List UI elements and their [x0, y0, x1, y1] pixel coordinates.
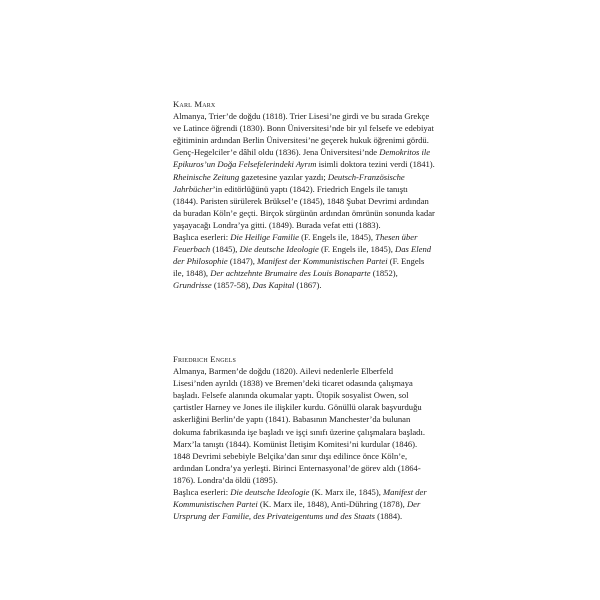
- text-run: isimli doktora tezini verdi (1841).: [316, 159, 435, 170]
- italic-title: Manifest der Kommunistischen Partei: [173, 487, 427, 510]
- text-run: (1857-58),: [211, 280, 253, 291]
- text-run: gazetesine yazılar yazdı;: [239, 171, 328, 182]
- italic-title: Die deutsche Ideologie: [239, 244, 319, 255]
- italic-title: Thesen über Feuerbach: [173, 232, 418, 255]
- entry-name: Karl Marx: [173, 99, 216, 109]
- italic-title: Der Ursprung der Familie, des Privateigentums und des Staats: [173, 499, 421, 522]
- italic-title: Manifest der Kommunistischen Partei: [257, 256, 388, 267]
- italic-title: Die deutsche Ideologie: [230, 487, 310, 498]
- works-list: [173, 231, 435, 291]
- text-run: (F. Engels ile, 1845),: [318, 244, 395, 255]
- works-list: [173, 486, 435, 522]
- italic-title: Deutsch-Französische Jahrbücher: [173, 171, 405, 194]
- text-run: (1845),: [210, 244, 240, 255]
- text-run: Almanya, Barmen’de doğdu (1820). Ailevi nedenlerle Elberfeld Lisesi’nden ayrıldı (1838) ve Bremen’deki ticaret odasında çalışmaya başladı. Felsefe alanında okumalar yaptı. Ütopik sosyalist Owen, sol çartistler Harney ve Jones ile ilişkiler kurdu. Gönüllü olarak başvurduğu askerliğini Berlin’de yaptı (1841). Babasının Manchester’da bulunan dokuma fabrikasında işe başladı ve işçi sınıfı üzerine çalışmalara başladı. Marx’la tanıştı (1844). Komünist İletişim Komitesi’ni kurdular (1846). 1848 Devrimi sebebiyle Belçika’dan sınır dışı edilince önce Köln’e, ardından Londra’ya yerleşti. Birinci Enternasyonal’de görev aldı (1864-1876). Londra’da öldü (1895).: [173, 366, 425, 485]
- italic-title: Grundrisse: [173, 280, 212, 291]
- text-run: (1852),: [370, 268, 398, 279]
- biography-entry-engels: [173, 353, 435, 522]
- text-run: (F. Engels ile, 1845),: [299, 232, 376, 243]
- biography-text: [173, 365, 435, 486]
- italic-title: Rheinische Zeitung: [173, 171, 240, 182]
- text-run: Almanya, Trier’de doğdu (1818). Trier Lisesi’ne girdi ve bu sırada Grekçe ve Latince öğrendi (1830). Bonn Üniversitesi’nde bir yıl felsefe ve edebiyat eğitiminin ardından Berlin Üniversitesi’ne geçerek hukuk öğrenimi gördü. Genç-Hegelciler’e dâhil oldu (1836). Jena Üniversitesi’nde: [173, 111, 434, 158]
- italic-title: Das Kapital: [252, 280, 295, 291]
- biography-text: [173, 110, 435, 231]
- italic-title: Demokritos ile Epikuros’un Doğa Felsefelerindeki Ayrım: [173, 147, 431, 170]
- entry-name: Friedrich Engels: [173, 354, 237, 364]
- text-run: (K. Marx ile, 1848), Anti-Dühring (1878),: [257, 499, 407, 510]
- text-run: ’in editörlüğünü yaptı (1842). Friedrich Engels ile tanıştı (1844). Paristen sürülerek Brüksel’e (1845), 1848 Şubat Devrimi ardından da buradan Köln’e geçti. Birçok sürgünün ardından ömrünün sonunda kadar yaşayacağı Londra’ya gitti. (1849). Burada vefat etti (1883).: [173, 183, 435, 230]
- text-run: Başlıca eserleri:: [173, 232, 231, 243]
- text-run: (1867).: [294, 280, 322, 291]
- text-run: (K. Marx ile, 1845),: [309, 487, 384, 498]
- text-run: (F. Engels ile, 1848),: [173, 256, 425, 279]
- text-run: (1884).: [374, 511, 403, 522]
- text-run: Başlıca eserleri:: [173, 487, 231, 498]
- italic-title: Die Heilige Familie: [230, 232, 299, 243]
- italic-title: Das Elend der Philosophie: [173, 244, 432, 267]
- text-run: (1847),: [227, 256, 258, 267]
- italic-title: Der achtzehnte Brumaire des Louis Bonaparte: [210, 268, 371, 279]
- biography-entry-marx: [173, 98, 435, 292]
